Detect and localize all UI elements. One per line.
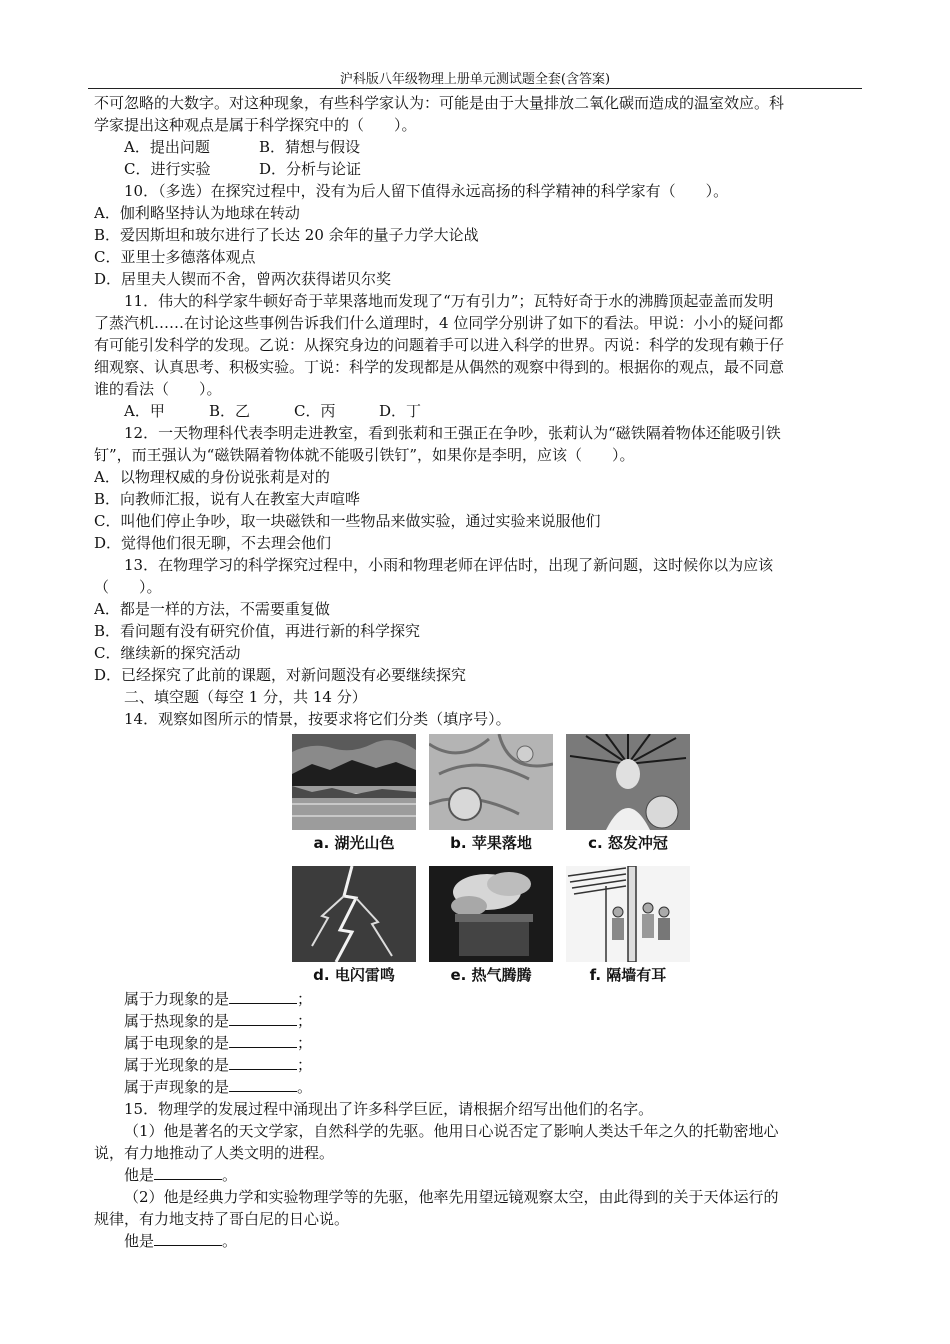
q11-option-c: C．丙 [294, 402, 336, 420]
figure-panel-b [429, 734, 553, 856]
q11-line-4: 细观察、认真思考、积极实验。丁说：科学的发现都是从偶然的观察中得到的。根据你的观点，最不同意 [94, 358, 785, 376]
q15-answer-2 [94, 1230, 864, 1252]
q13-option-d: D．已经探究了此前的课题，对新问题没有必要继续探究 [94, 666, 467, 684]
hair-standing-image [566, 734, 690, 830]
answer-blank[interactable] [229, 1055, 297, 1070]
q11-option-b: B．乙 [209, 402, 251, 420]
q9-line-2: 学家提出这种观点是属于科学探究中的（ ）。 [94, 116, 417, 134]
q9-option-a: A．提出问题 [124, 138, 210, 156]
q14-answer-force [94, 988, 864, 1010]
q13-option-b: B．看问题有没有研究价值，再进行新的科学探究 [94, 622, 421, 640]
q14-answer-sound [94, 1076, 864, 1098]
q13-line-2: （ ）。 [94, 578, 162, 596]
q11-line-5: 谁的看法（ ）。 [94, 380, 222, 398]
figure-panel-d [292, 866, 416, 988]
q12-option-a: A．以物理权威的身份说张莉是对的 [94, 468, 330, 486]
q9-option-c: C．进行实验 [124, 160, 211, 178]
figure-panel-f [566, 866, 690, 988]
header-rule [88, 88, 862, 89]
answer-blank[interactable] [229, 1011, 297, 1026]
q15-p1-line-2: 说，有力地推动了人类文明的进程。 [94, 1144, 335, 1162]
q12-line-2: 钉”，而王强认为“磁铁隔着物体就不能吸引铁钉”，如果你是李明，应该（ ）。 [94, 446, 635, 464]
answer-label: 他是 [124, 1232, 155, 1250]
q14-answer-heat [94, 1010, 864, 1032]
figure-caption-f: f. 隔墙有耳 [589, 966, 667, 984]
answer-end: 。 [222, 1232, 238, 1250]
q14-stem: 14．观察如图所示的情景，按要求将它们分类（填序号）。 [124, 710, 511, 728]
eavesdropping-image [566, 866, 690, 962]
q10-option-b: B．爱因斯坦和玻尔进行了长达 20 余年的量子力学大论战 [94, 226, 479, 244]
answer-blank[interactable] [154, 1165, 222, 1180]
answer-end: ； [297, 1056, 313, 1074]
q10-option-a: A．伽利略坚持认为地球在转动 [94, 204, 300, 222]
q11-option-a: A．甲 [124, 402, 165, 420]
steam-image [429, 866, 553, 962]
figure-caption-d: d. 电闪雷鸣 [313, 966, 395, 984]
q12-option-d: D．觉得他们很无聊，不去理会他们 [94, 534, 332, 552]
q10-option-c: C．亚里士多德落体观点 [94, 248, 256, 266]
page-content [94, 92, 864, 1252]
q13-option-a: A．都是一样的方法，不需要重复做 [94, 600, 330, 618]
q15-answer-1 [94, 1164, 864, 1186]
figure-caption-c: c. 怒发冲冠 [588, 834, 668, 852]
q14-answer-electric [94, 1032, 864, 1054]
figure-caption-e: e. 热气腾腾 [450, 966, 532, 984]
answer-label: 他是 [124, 1166, 155, 1184]
figure-caption-b: b. 苹果落地 [450, 834, 532, 852]
section-title: 二、填空题（每空 1 分，共 14 分） [124, 688, 367, 706]
answer-end: 。 [297, 1078, 313, 1096]
q11-line-2: 了蒸汽机……在讨论这些事例告诉我们什么道理时，4 位同学分别讲了如下的看法。甲说：小小的疑问都 [94, 314, 784, 332]
answer-end: ； [297, 1034, 313, 1052]
q15-p1-line-1: （1）他是著名的天文学家，自然科学的先驱。他用日心说否定了影响人类达千年之久的托勒密地心 [124, 1122, 779, 1140]
q13-option-c: C．继续新的探究活动 [94, 644, 241, 662]
answer-blank[interactable] [154, 1231, 222, 1246]
q9-option-d: D．分析与论证 [259, 160, 362, 178]
answer-end: 。 [222, 1166, 238, 1184]
q15-p2-line-1: （2）他是经典力学和实验物理学等的先驱，他率先用望远镜观察太空，由此得到的关于天体运行的 [124, 1188, 779, 1206]
q11-line-3: 有可能引发科学的发现。乙说：从探究身边的问题着手可以进入科学的世界。丙说：科学的发现有赖于仔 [94, 336, 785, 354]
answer-label: 属于热现象的是 [124, 1012, 230, 1030]
q14-figure [292, 734, 690, 986]
q9-options-row-1 [94, 136, 864, 158]
q10-stem: 10．（多选）在探究过程中，没有为后人留下值得永远高扬的科学精神的科学家有（ ）。 [124, 182, 729, 200]
answer-label: 属于光现象的是 [124, 1056, 230, 1074]
q13-line-1: 13．在物理学习的科学探究过程中，小雨和物理老师在评估时，出现了新问题，这时候你以为应该 [124, 556, 774, 574]
answer-end: ； [297, 1012, 313, 1030]
answer-label: 属于声现象的是 [124, 1078, 230, 1096]
q11-line-1: 11．伟大的科学家牛顿好奇于苹果落地而发现了“万有引力”；瓦特好奇于水的沸腾顶起壶盖而发明 [124, 292, 774, 310]
q12-line-1: 12．一天物理科代表李明走进教室，看到张莉和王强正在争吵，张莉认为“磁铁隔着物体还能吸引铁 [124, 424, 781, 442]
figure-caption-a: a. 湖光山色 [313, 834, 395, 852]
apple-falling-image [429, 734, 553, 830]
q12-option-c: C．叫他们停止争吵，取一块磁铁和一些物品来做实验，通过实验来说服他们 [94, 512, 601, 530]
q14-answer-light [94, 1054, 864, 1076]
lake-mountain-image [292, 734, 416, 830]
figure-panel-c [566, 734, 690, 856]
answer-blank[interactable] [229, 1033, 297, 1048]
figure-panel-e [429, 866, 553, 988]
q11-options-row [94, 400, 864, 422]
page-header: 沪科版八年级物理上册单元测试题全套(含答案) [339, 72, 611, 87]
lightning-image [292, 866, 416, 962]
answer-blank[interactable] [229, 989, 297, 1004]
q9-line-1: 不可忽略的大数字。对这种现象，有些科学家认为：可能是由于大量排放二氧化碳而造成的温室效应。科 [94, 94, 785, 112]
answer-label: 属于力现象的是 [124, 990, 230, 1008]
q15-stem: 15．物理学的发展过程中涌现出了许多科学巨匠，请根据介绍写出他们的名字。 [124, 1100, 654, 1118]
q15-p2-line-2: 规律，有力地支持了哥白尼的日心说。 [94, 1210, 350, 1228]
answer-blank[interactable] [229, 1077, 297, 1092]
q12-option-b: B．向教师汇报，说有人在教室大声喧哗 [94, 490, 361, 508]
answer-label: 属于电现象的是 [124, 1034, 230, 1052]
figure-panel-a [292, 734, 416, 856]
q11-option-d: D．丁 [379, 402, 422, 420]
q9-options-row-2 [94, 158, 864, 180]
q9-option-b: B．猜想与假设 [259, 138, 361, 156]
q10-option-d: D．居里夫人锲而不舍，曾两次获得诺贝尔奖 [94, 270, 392, 288]
answer-end: ； [297, 990, 313, 1008]
